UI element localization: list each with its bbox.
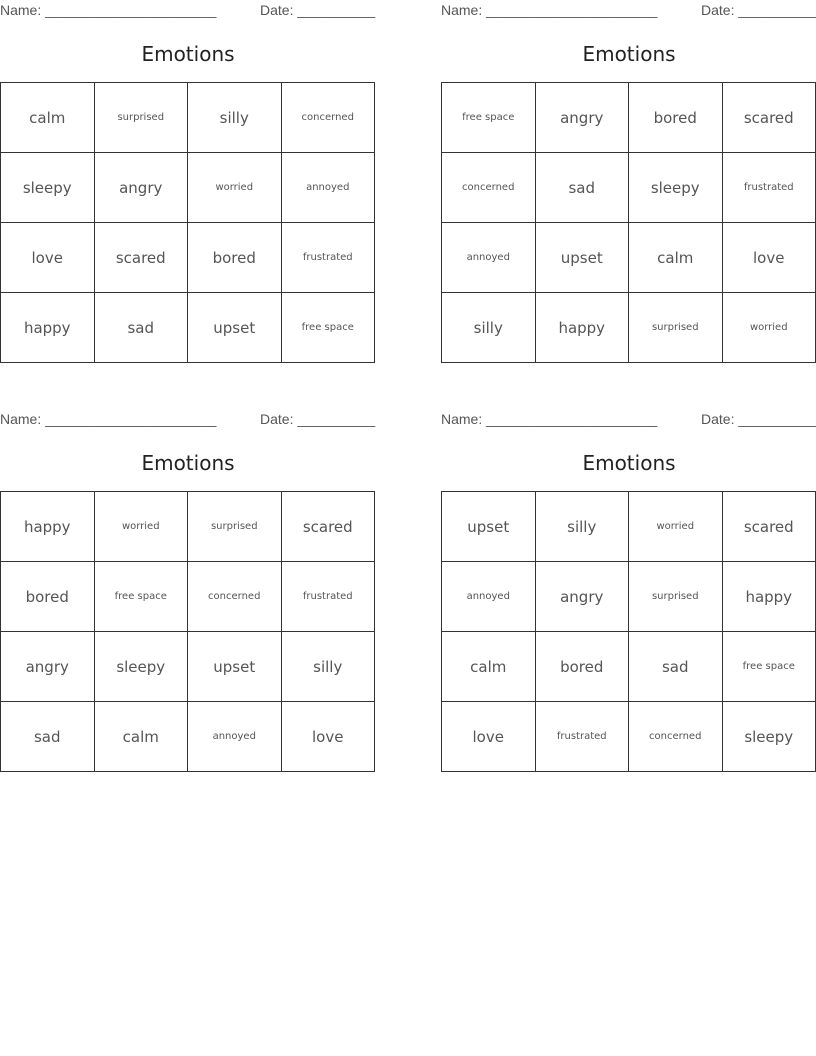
bingo-cell: happy — [722, 562, 816, 632]
name-field: Name: ______________________ — [0, 411, 217, 427]
bingo-cell: frustrated — [281, 223, 375, 293]
bingo-grid — [441, 491, 816, 772]
bingo-card-4 — [441, 409, 816, 789]
bingo-cell: bored — [188, 223, 282, 293]
bingo-cell: annoyed — [442, 562, 536, 632]
bingo-cell: love — [722, 223, 816, 293]
bingo-cell: angry — [535, 562, 629, 632]
bingo-cell: angry — [94, 153, 188, 223]
bingo-cell: angry — [535, 83, 629, 153]
bingo-cell: worried — [188, 153, 282, 223]
bingo-cell: sleepy — [94, 632, 188, 702]
name-field: Name: ______________________ — [441, 2, 658, 18]
card-title: Emotions — [582, 451, 676, 475]
bingo-cell: happy — [1, 492, 95, 562]
bingo-cell: happy — [535, 293, 629, 363]
bingo-cell: silly — [281, 632, 375, 702]
bingo-cell: worried — [94, 492, 188, 562]
bingo-cell: happy — [1, 293, 95, 363]
bingo-cell: calm — [442, 632, 536, 702]
bingo-card-1 — [0, 0, 376, 380]
name-field: Name: ______________________ — [0, 2, 217, 18]
bingo-cell: love — [281, 702, 375, 772]
bingo-cell: sleepy — [1, 153, 95, 223]
bingo-cell: free space — [94, 562, 188, 632]
bingo-grid — [0, 82, 375, 363]
bingo-cell: annoyed — [188, 702, 282, 772]
bingo-cell: annoyed — [442, 223, 536, 293]
bingo-cell: surprised — [94, 83, 188, 153]
bingo-cell: love — [442, 702, 536, 772]
bingo-cell: silly — [188, 83, 282, 153]
bingo-cell: sad — [94, 293, 188, 363]
card-header — [441, 409, 816, 429]
bingo-cell: upset — [535, 223, 629, 293]
bingo-cell: silly — [442, 293, 536, 363]
bingo-cell: scared — [722, 83, 816, 153]
bingo-cell: concerned — [442, 153, 536, 223]
card-header — [0, 0, 376, 20]
bingo-cell: frustrated — [722, 153, 816, 223]
bingo-cell: upset — [188, 293, 282, 363]
bingo-cell: bored — [535, 632, 629, 702]
bingo-cell: surprised — [629, 562, 723, 632]
bingo-cell: surprised — [629, 293, 723, 363]
bingo-cell: free space — [442, 83, 536, 153]
bingo-cell: worried — [629, 492, 723, 562]
bingo-cell: love — [1, 223, 95, 293]
card-title: Emotions — [141, 451, 235, 475]
bingo-cell: sad — [535, 153, 629, 223]
bingo-cell: worried — [722, 293, 816, 363]
card-header — [441, 0, 816, 20]
date-field: Date: __________ — [701, 411, 816, 427]
date-field: Date: __________ — [701, 2, 816, 18]
name-field: Name: ______________________ — [441, 411, 658, 427]
bingo-cell: scared — [281, 492, 375, 562]
bingo-grid — [441, 82, 816, 363]
bingo-card-2 — [441, 0, 816, 380]
bingo-cell: sleepy — [722, 702, 816, 772]
bingo-cell: calm — [1, 83, 95, 153]
bingo-cell: scared — [94, 223, 188, 293]
bingo-cell: concerned — [281, 83, 375, 153]
bingo-cell: surprised — [188, 492, 282, 562]
date-field: Date: __________ — [260, 411, 376, 427]
bingo-cell: sad — [629, 632, 723, 702]
bingo-cell: sad — [1, 702, 95, 772]
date-field: Date: __________ — [260, 2, 376, 18]
bingo-cell: frustrated — [535, 702, 629, 772]
bingo-cell: angry — [1, 632, 95, 702]
bingo-cell: free space — [281, 293, 375, 363]
bingo-cell: frustrated — [281, 562, 375, 632]
bingo-cell: bored — [1, 562, 95, 632]
bingo-cell: bored — [629, 83, 723, 153]
bingo-cell: free space — [722, 632, 816, 702]
bingo-cell: concerned — [188, 562, 282, 632]
card-header — [0, 409, 376, 429]
bingo-cell: calm — [94, 702, 188, 772]
bingo-cell: annoyed — [281, 153, 375, 223]
bingo-cell: scared — [722, 492, 816, 562]
card-title: Emotions — [582, 42, 676, 66]
bingo-cell: concerned — [629, 702, 723, 772]
bingo-card-3 — [0, 409, 376, 789]
card-title: Emotions — [141, 42, 235, 66]
bingo-cell: silly — [535, 492, 629, 562]
bingo-cell: upset — [442, 492, 536, 562]
bingo-cell: upset — [188, 632, 282, 702]
bingo-grid — [0, 491, 375, 772]
bingo-cell: calm — [629, 223, 723, 293]
bingo-cell: sleepy — [629, 153, 723, 223]
